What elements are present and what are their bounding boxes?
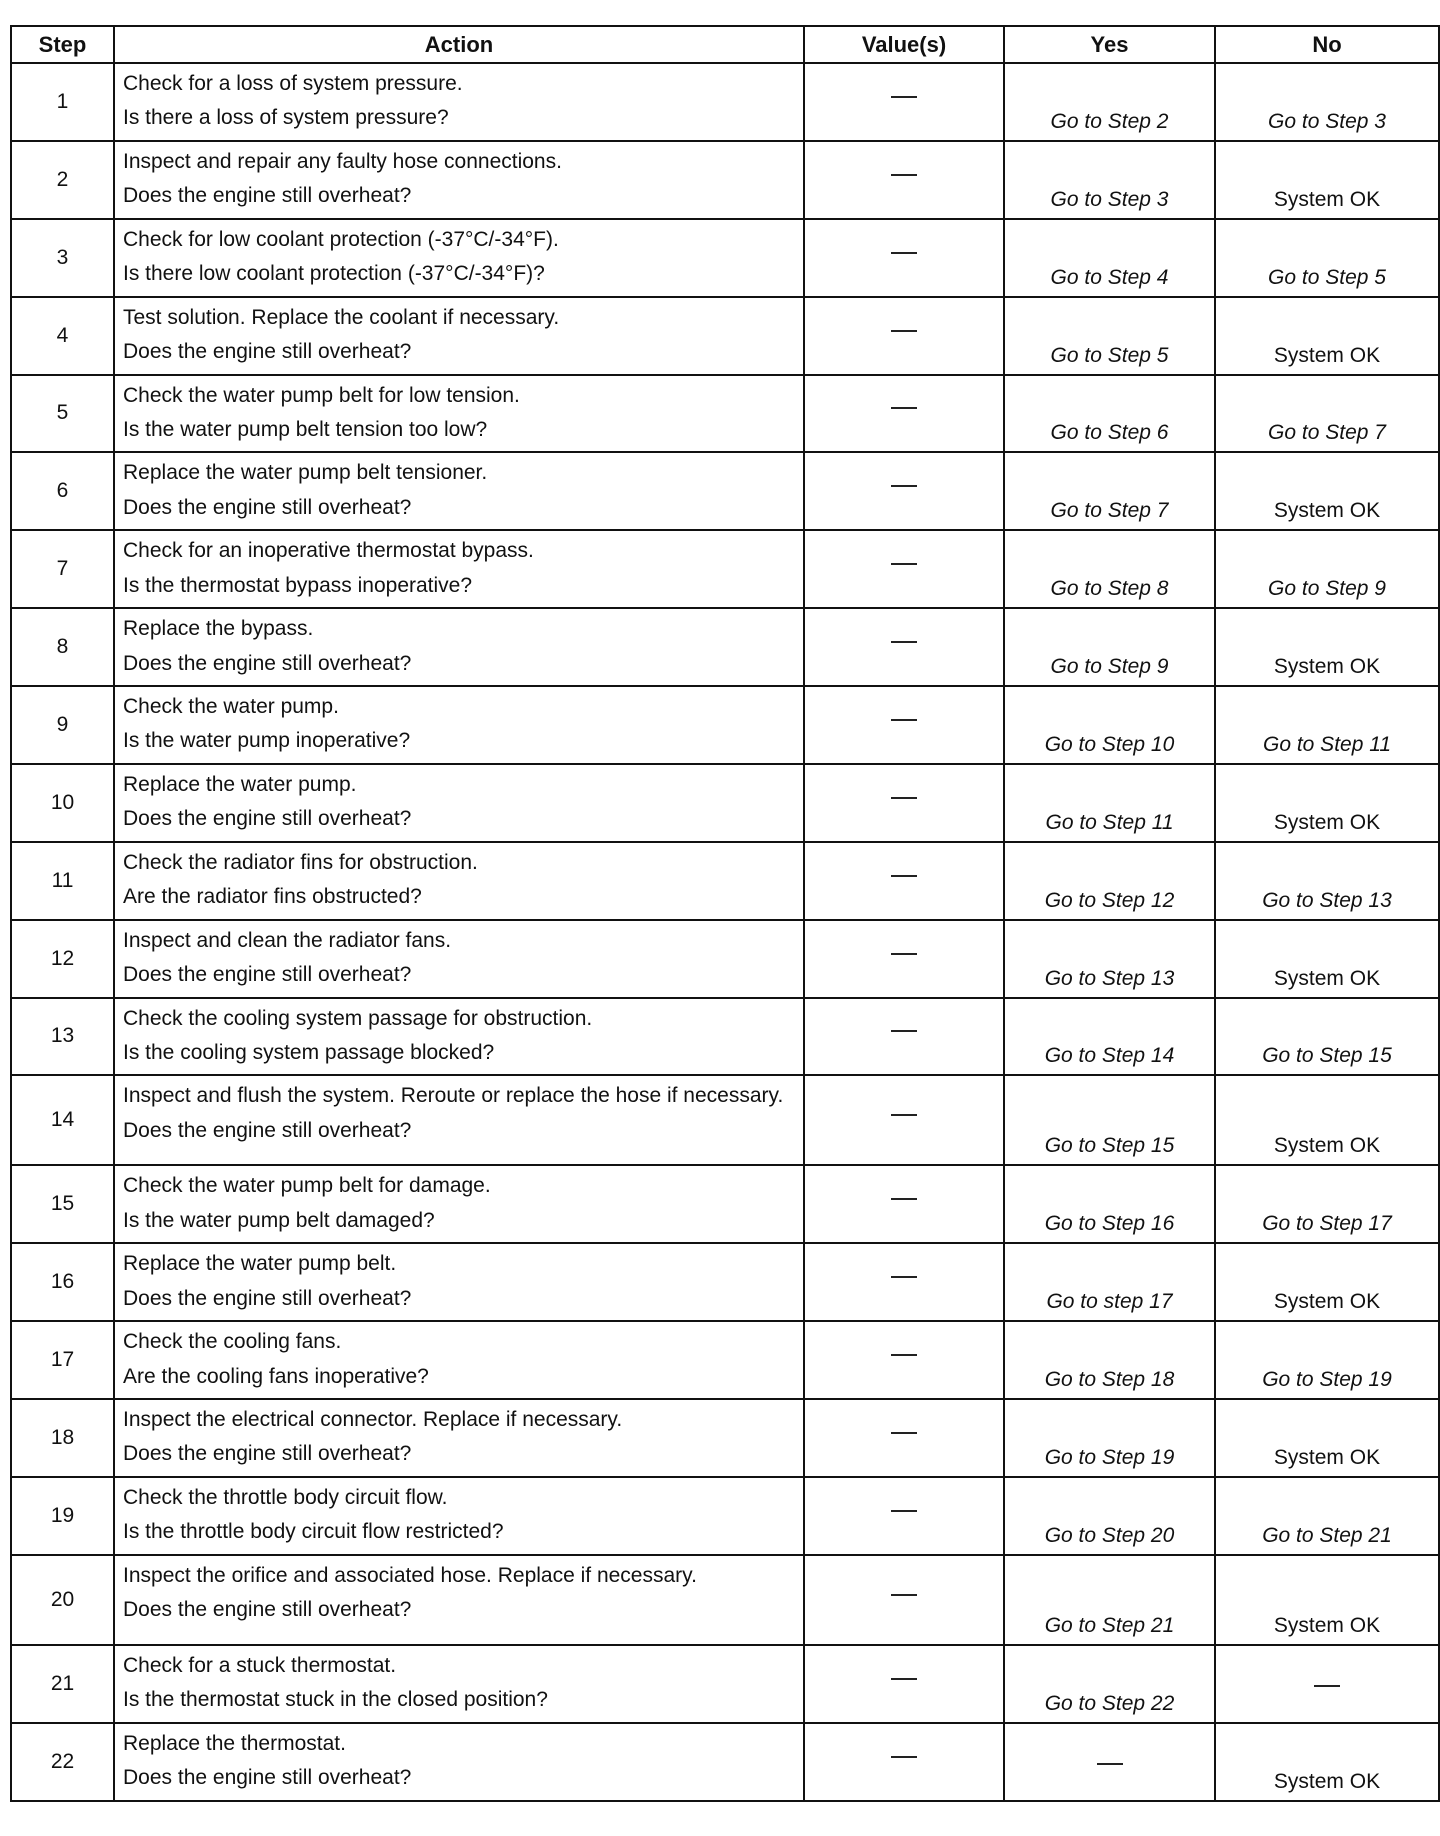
action-cell [114,452,804,530]
value-cell [804,297,1004,375]
no-cell [1215,530,1439,608]
step-number: 11 [11,842,114,920]
no-cell [1215,686,1439,764]
action-text: Check for a loss of system pressure. [123,72,463,95]
value-dash [891,485,917,487]
step-number: 14 [11,1075,114,1165]
value-cell [804,998,1004,1076]
no-result: Go to Step 17 [1262,1212,1392,1236]
yes-cell [1004,1165,1215,1243]
header-values: Value(s) [804,26,1004,63]
no-cell [1215,375,1439,453]
step-number: 16 [11,1243,114,1321]
table-row [11,1399,1439,1477]
action-cell [114,764,804,842]
value-cell [804,63,1004,141]
step-number: 7 [11,530,114,608]
action-question: Are the cooling fans inoperative? [123,1364,429,1388]
yes-result: Go to Step 3 [1050,187,1169,211]
value-dash [891,1198,917,1200]
no-cell [1215,1165,1439,1243]
action-question: Does the engine still overheat? [123,184,412,208]
value-cell [804,1321,1004,1399]
yes-cell [1004,764,1215,842]
value-dash [891,1510,917,1512]
yes-result: Go to Step 2 [1050,109,1169,133]
no-dash [1314,1685,1340,1687]
table-row [11,920,1439,998]
no-cell [1215,1399,1439,1477]
value-dash [891,330,917,332]
step-number: 2 [11,141,114,219]
value-cell [804,1645,1004,1723]
yes-cell [1004,1075,1215,1165]
action-question: Does the engine still overheat? [123,1598,412,1622]
value-cell [804,530,1004,608]
value-dash [891,1432,917,1434]
table-row [11,686,1439,764]
step-number: 18 [11,1399,114,1477]
value-dash [891,407,917,409]
no-cell [1215,842,1439,920]
action-cell [114,686,804,764]
table-row [11,63,1439,141]
value-dash [891,1030,917,1032]
value-cell [804,452,1004,530]
yes-cell [1004,63,1215,141]
no-cell [1215,608,1439,686]
action-text: Replace the thermostat. [123,1731,346,1755]
step-number: 1 [11,63,114,141]
no-result: System OK [1273,966,1381,990]
table-row [11,842,1439,920]
value-dash [891,797,917,799]
value-cell [804,1243,1004,1321]
no-cell [1215,452,1439,530]
action-question: Does the engine still overheat? [123,807,412,831]
yes-result: Go to Step 11 [1045,810,1174,834]
table-row [11,219,1439,297]
yes-result: Go to Step 10 [1044,732,1175,756]
yes-result: Go to Step 12 [1044,888,1175,912]
no-cell [1215,1243,1439,1321]
header-action: Action [114,26,804,63]
no-result: System OK [1273,1134,1381,1158]
action-text: Test solution. Replace the coolant if necessary. [123,305,560,329]
step-number: 17 [11,1321,114,1399]
value-dash [891,96,917,98]
step-number: 13 [11,998,114,1076]
value-dash [891,563,917,565]
yes-cell [1004,452,1215,530]
table-row [11,1723,1439,1801]
action-cell [114,1321,804,1399]
action-question: Does the engine still overheat? [123,1286,412,1310]
yes-result: Go to Step 22 [1044,1691,1175,1715]
action-cell [114,1075,804,1165]
step-number: 22 [11,1723,114,1801]
action-cell [114,63,804,141]
action-text: Replace the bypass. [123,617,314,641]
value-dash [891,1594,917,1596]
no-result: Go to Step 9 [1268,577,1386,601]
action-text: Inspect and repair any faulty hose connections. [123,149,562,173]
yes-cell [1004,998,1215,1076]
value-cell [804,1165,1004,1243]
action-cell [114,920,804,998]
yes-result: Go to Step 6 [1050,421,1169,445]
table-body [11,63,1439,1801]
action-text: Replace the water pump. [123,772,357,796]
no-cell [1215,141,1439,219]
action-cell [114,1477,804,1555]
no-result: Go to Step 5 [1268,265,1386,289]
value-cell [804,842,1004,920]
no-cell [1215,297,1439,375]
action-question: Is the water pump inoperative? [123,729,411,753]
header-row [11,26,1439,63]
yes-cell [1004,1477,1215,1555]
yes-result: Go to Step 20 [1044,1523,1175,1547]
yes-cell [1004,608,1215,686]
action-question: Does the engine still overheat? [123,1766,412,1790]
action-text: Check the water pump belt for low tension. [123,383,520,407]
action-question: Is the cooling system passage blocked? [123,1040,495,1064]
table-row [11,141,1439,219]
action-text: Check for a stuck thermostat. [123,1653,397,1677]
yes-cell [1004,1555,1215,1645]
action-cell [114,1165,804,1243]
yes-result: Go to Step 16 [1044,1212,1175,1236]
no-cell [1215,219,1439,297]
action-question: Is there a loss of system pressure? [123,106,449,130]
value-cell [804,375,1004,453]
step-number: 8 [11,608,114,686]
action-cell [114,842,804,920]
table-row [11,1555,1439,1645]
no-result: System OK [1273,655,1381,678]
yes-result: Go to Step 13 [1044,966,1175,990]
action-text: Inspect the electrical connector. Replace if necessary. [123,1408,623,1431]
yes-dash [1097,1763,1123,1765]
value-cell [804,1555,1004,1645]
action-question: Does the engine still overheat? [123,1118,412,1142]
step-number: 15 [11,1165,114,1243]
table-row [11,1165,1439,1243]
action-question: Is the thermostat stuck in the closed position? [123,1688,548,1712]
action-cell [114,141,804,219]
yes-result: Go to Step 9 [1050,655,1169,678]
table-row [11,530,1439,608]
no-cell [1215,920,1439,998]
step-number: 20 [11,1555,114,1645]
header-no: No [1215,26,1439,63]
table-row [11,1321,1439,1399]
action-question: Does the engine still overheat? [123,495,412,519]
value-cell [804,1477,1004,1555]
value-dash [891,1756,917,1758]
action-cell [114,608,804,686]
step-number: 5 [11,375,114,453]
no-cell [1215,1321,1439,1399]
action-text: Check the water pump belt for damage. [123,1174,491,1198]
yes-result: Go to Step 18 [1044,1368,1175,1391]
table-row [11,1243,1439,1321]
action-question: Is there low coolant protection (-37°C/-34°F)? [123,262,545,286]
no-cell [1215,998,1439,1076]
action-text: Replace the water pump belt. [123,1252,397,1276]
action-text: Check the cooling system passage for obstruction. [123,1006,593,1030]
yes-result: Go to Step 8 [1050,577,1169,601]
table-row [11,1645,1439,1723]
value-cell [804,608,1004,686]
action-question: Does the engine still overheat? [123,340,412,364]
no-result: System OK [1273,343,1381,367]
no-cell [1215,1075,1439,1165]
table-row [11,1477,1439,1555]
action-question: Does the engine still overheat? [123,1442,412,1466]
action-cell [114,530,804,608]
value-dash [891,953,917,955]
table-row [11,1075,1439,1165]
action-text: Check the cooling fans. [123,1330,342,1354]
header-yes: Yes [1004,26,1215,63]
value-cell [804,1399,1004,1477]
value-cell [804,1723,1004,1801]
no-result: Go to Step 13 [1262,888,1392,912]
yes-result: Go to Step 7 [1050,499,1169,523]
no-result: Go to Step 11 [1262,732,1392,756]
action-question: Is the thermostat bypass inoperative? [123,573,473,597]
diagnostic-table [10,25,1440,1802]
yes-result: Go to Step 5 [1050,343,1169,367]
action-cell [114,375,804,453]
value-cell [804,920,1004,998]
action-text: Inspect and flush the system. Reroute or replace the hose if necessary. [123,1084,784,1108]
table-row [11,608,1439,686]
value-dash [891,174,917,176]
step-number: 4 [11,297,114,375]
no-result: Go to Step 15 [1262,1044,1392,1068]
table-row [11,452,1439,530]
step-number: 3 [11,219,114,297]
action-text: Check the radiator fins for obstruction. [123,850,478,874]
action-cell [114,1555,804,1645]
action-text: Inspect and clean the radiator fans. [123,928,452,952]
no-cell [1215,1645,1439,1723]
action-cell [114,998,804,1076]
action-question: Are the radiator fins obstructed? [123,885,422,909]
step-number: 10 [11,764,114,842]
yes-cell [1004,686,1215,764]
no-result: System OK [1273,1445,1381,1469]
yes-cell [1004,1243,1215,1321]
yes-result: Go to Step 19 [1044,1445,1175,1469]
no-cell [1215,1555,1439,1645]
action-text: Replace the water pump belt tensioner. [123,461,488,485]
no-cell [1215,764,1439,842]
yes-cell [1004,1399,1215,1477]
yes-cell [1004,141,1215,219]
no-result: System OK [1273,1290,1381,1314]
table-row [11,297,1439,375]
action-cell [114,297,804,375]
no-cell [1215,63,1439,141]
yes-cell [1004,530,1215,608]
yes-result: Go to Step 4 [1050,265,1169,289]
value-dash [891,875,917,877]
table-row [11,764,1439,842]
value-dash [891,252,917,254]
yes-result: Go to step 17 [1046,1290,1173,1314]
action-text: Check for an inoperative thermostat bypass. [123,539,534,563]
yes-cell [1004,375,1215,453]
value-cell [804,141,1004,219]
value-dash [891,1354,917,1356]
no-result: System OK [1273,1769,1381,1793]
no-result: Go to Step 21 [1262,1523,1392,1547]
action-text: Check for low coolant protection (-37°C/-34°F). [123,227,559,251]
no-result: Go to Step 19 [1262,1368,1392,1391]
no-result: Go to Step 7 [1268,421,1386,445]
value-dash [891,719,917,721]
yes-cell [1004,1321,1215,1399]
yes-result: Go to Step 14 [1044,1044,1175,1068]
step-number: 21 [11,1645,114,1723]
value-dash [891,1678,917,1680]
action-cell [114,1243,804,1321]
action-question: Does the engine still overheat? [123,651,412,675]
no-cell [1215,1723,1439,1801]
action-cell [114,1723,804,1801]
action-text: Inspect the orifice and associated hose. Replace if necessary. [123,1563,697,1587]
action-text: Check the throttle body circuit flow. [123,1485,448,1509]
no-result: System OK [1273,1613,1381,1637]
action-cell [114,1645,804,1723]
yes-result: Go to Step 21 [1044,1613,1175,1637]
yes-cell [1004,219,1215,297]
yes-cell [1004,920,1215,998]
value-cell [804,764,1004,842]
header-step: Step [11,26,114,63]
yes-cell [1004,1645,1215,1723]
value-dash [891,641,917,643]
action-question: Is the water pump belt damaged? [123,1208,435,1232]
yes-cell [1004,297,1215,375]
yes-cell [1004,1723,1215,1801]
action-cell [114,1399,804,1477]
action-question: Does the engine still overheat? [123,963,412,987]
no-result: System OK [1273,499,1381,523]
no-cell [1215,1477,1439,1555]
action-cell [114,219,804,297]
yes-cell [1004,842,1215,920]
value-dash [891,1276,917,1278]
action-question: Is the water pump belt tension too low? [123,417,488,441]
table-row [11,375,1439,453]
action-text: Check the water pump. [123,695,339,718]
value-cell [804,686,1004,764]
no-result: Go to Step 3 [1268,109,1386,133]
step-number: 19 [11,1477,114,1555]
no-result: System OK [1273,187,1381,211]
value-cell [804,1075,1004,1165]
step-number: 9 [11,686,114,764]
step-number: 6 [11,452,114,530]
step-number: 12 [11,920,114,998]
yes-result: Go to Step 15 [1044,1134,1175,1158]
table-row [11,998,1439,1076]
no-result: System OK [1273,810,1381,834]
value-cell [804,219,1004,297]
action-question: Is the throttle body circuit flow restricted? [123,1520,504,1544]
value-dash [891,1114,917,1116]
